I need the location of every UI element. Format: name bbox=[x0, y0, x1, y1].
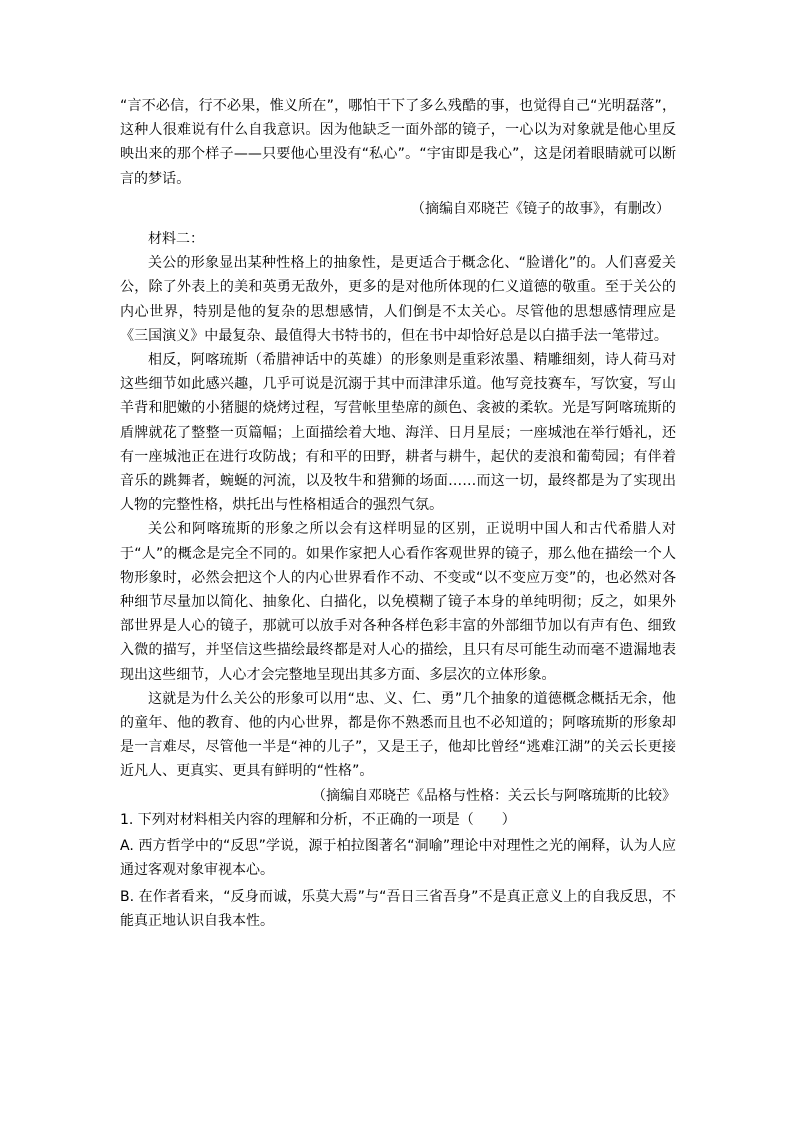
material1-source: （摘编自邓晓芒《镜子的故事》，有删改） bbox=[411, 200, 670, 217]
material2-paragraph-3: 关公和阿喀琉斯的形象之所以会有这样明显的区别，正说明中国人和古代希腊人对于“人”的概念是完全不同的。如果作家把人心看作客观世界的镜子，那么他在描绘一个人物形象时，必然会把这个人的内心世界看作不动、不变或“以不变应万变”的，也必然对各种细节尽量加以简化、抽象化、白描化，以免模糊了镜子本身的单纯明彻；反之，如果外部世界是人心的镜子，那就可以放手对各种各样色彩丰富的外部细节加以有声有色、细致入微的描写，并坚信这些描绘最终都是对人心的描绘，且只有尽可能生动而毫不遗漏地表现出这些细节，人心才会完整地呈现出其多方面、多层次的立体形象。 bbox=[120, 521, 676, 683]
material2-paragraph-4: 这就是为什么关公的形象可以用“忠、义、仁、勇”几个抽象的道德概念概括无余，他的童年、他的教育、他的内心世界，都是你不熟悉而且也不必知道的；阿喀琉斯的形象却是一言难尽，尽管他一半是“神的儿子”，又是王子，他却比曾经“逃难江湖”的关云长更接近凡人、更真实、更具有鲜明的“性格”。 bbox=[120, 690, 676, 780]
question1-option-b: B. 在作者看来，“反身而诚，乐莫大焉”与“吾日三省吾身”不是真正意义上的自我反思，不能真正地认识自我本性。 bbox=[120, 888, 676, 929]
material2-paragraph-1: 关公的形象显出某种性格上的抽象性，是更适合于概念化、“脸谱化”的。人们喜爱关公，除了外表上的美和英勇无敌外，更多的是对他所体现的仁义道德的敬重。至于关公的内心世界，特别是他的复杂的思想感情，人们倒是不太关心。尽管他的思想感情理应是《三国演义》中最复杂、最值得大书特书的，但在书中却恰好总是以白描手法一笔带过。 bbox=[120, 255, 676, 344]
material2-heading: 材料二： bbox=[148, 231, 204, 248]
material1-tail-paragraph: “言不必信，行不必果，惟义所在”，哪怕干下了多么残酷的事，也觉得自己“光明磊落”，这种人很难说有什么自我意识。因为他缺乏一面外部的镜子，一心以为对象就是他心里反映出来的那个样子——只要他心里没有“私心”。“宇宙即是我心”，这是闭着眼睛就可以断言的梦话。 bbox=[120, 98, 676, 187]
material2-source: （摘编自邓晓芒《品格与性格：关云长与阿喀琉斯的比较》 bbox=[312, 787, 676, 804]
question1-stem: 1. 下列对材料相关内容的理解和分析，不正确的一项是（ ） bbox=[120, 811, 516, 828]
question1-option-a: A. 西方哲学中的“反思”学说，源于柏拉图著名“洞喻”理论中对理性之光的阐释，认为人应通过客观对象审视本心。 bbox=[120, 838, 676, 879]
material2-paragraph-2: 相反，阿喀琉斯（希腊神话中的英雄）的形象则是重彩浓墨、精雕细刻，诗人荷马对这些细节如此感兴趣，几乎可说是沉溺于其中而津津乐道。他写竞技赛车，写饮宴，写山羊背和肥嫩的小猪腿的烧烤过程，写营帐里垫席的颜色、衾被的柔软。光是写阿喀琉斯的盾牌就花了整整一页篇幅；上面描绘着大地、海洋、日月星辰；一座城池在举行婚礼，还有一座城池正在进行攻防战；有和平的田野，耕者与耕牛，起伏的麦浪和葡萄园；有伴着音乐的跳舞者，蜿蜒的河流，以及牧牛和猎狮的场面……而这一切，最终都是为了实现出人物的完整性格，烘托出与性格相适合的强烈气氛。 bbox=[120, 352, 676, 514]
document-page bbox=[120, 94, 676, 933]
